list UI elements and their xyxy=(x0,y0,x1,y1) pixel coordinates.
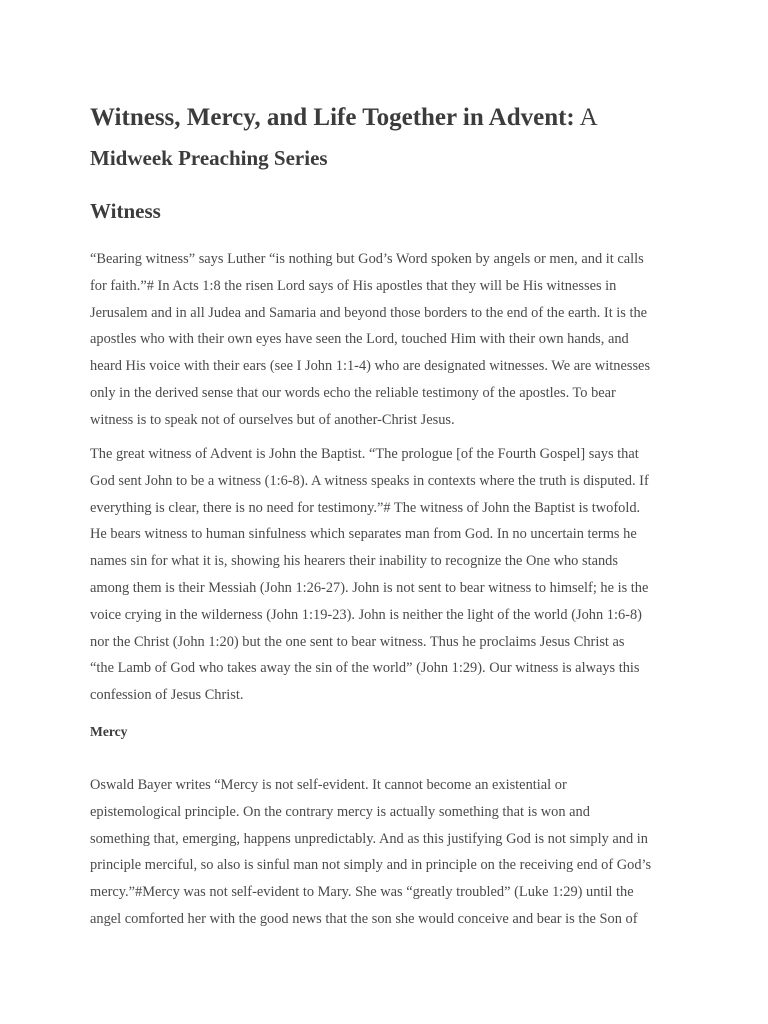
paragraph-line: angel comforted her with the good news that the son she would conceive and bear is the Son of xyxy=(90,910,638,927)
paragraph-line: epistemological principle. On the contrary mercy is actually something that is won and xyxy=(90,803,590,820)
paragraph-line: nor the Christ (John 1:20) but the one sent to bear witness. Thus he proclaims Jesus Christ as xyxy=(90,633,625,650)
paragraph-line: “Bearing witness” says Luther “is nothing but God’s Word spoken by angels or men, and it calls xyxy=(90,251,644,267)
paragraph-line: for faith.”# In Acts 1:8 the risen Lord says of His apostles that they will be His witnesses in xyxy=(90,277,617,294)
document-subtitle: Midweek Preaching Series xyxy=(90,146,328,170)
paragraph-line: Oswald Bayer writes “Mercy is not self-evident. It cannot become an existential or xyxy=(90,777,567,793)
paragraph-line: everything is clear, there is no need for testimony.”# The witness of John the Baptist is twofold. xyxy=(90,499,641,516)
section-heading-witness: Witness xyxy=(90,199,161,223)
paragraph-line: He bears witness to human sinfulness which separates man from God. In no uncertain terms he xyxy=(90,526,637,543)
paragraph-line: apostles who with their own eyes have seen the Lord, touched Him with their own hands, and xyxy=(90,331,629,348)
title-main: Witness, Mercy, and Life Together in Advent: xyxy=(90,104,575,131)
paragraph-line: confession of Jesus Christ. xyxy=(90,687,244,704)
paragraph-line: heard His voice with their ears (see I John 1:1-4) who are designated witnesses. We are witnesses xyxy=(90,358,651,375)
paragraph-line: God sent John to be a witness (1:6-8). A witness speaks in contexts where the truth is disputed. If xyxy=(90,472,649,489)
section-heading-mercy: Mercy xyxy=(90,724,128,739)
paragraph-line: mercy.”#Mercy was not self-evident to Mary. She was “greatly troubled” (Luke 1:29) until the xyxy=(90,884,634,901)
title-tail: A xyxy=(574,104,598,131)
paragraph-line: something that, emerging, happens unpredictably. And as this justifying God is not simply and in xyxy=(90,830,648,847)
paragraph-line: “the Lamb of God who takes away the sin of the world” (John 1:29). Our witness is always this xyxy=(90,660,640,677)
paragraph-witness-1 xyxy=(90,246,676,434)
paragraph-mercy-1 xyxy=(90,772,676,933)
document-title xyxy=(90,102,690,135)
paragraph-line: names sin for what it is, showing his hearers their inability to recognize the One who stands xyxy=(90,553,618,570)
paragraph-line: The great witness of Advent is John the Baptist. “The prologue [of the Fourth Gospel] says that xyxy=(90,446,639,462)
paragraph-witness-2 xyxy=(90,441,676,709)
paragraph-line: only in the derived sense that our words echo the reliable testimony of the apostles. To bear xyxy=(90,384,616,401)
paragraph-line: among them is their Messiah (John 1:26-27). John is not sent to bear witness to himself; he is the xyxy=(90,579,649,596)
paragraph-line: voice crying in the wilderness (John 1:19-23). John is neither the light of the world (John 1:6-8) xyxy=(90,606,642,623)
paragraph-line: Jerusalem and in all Judea and Samaria and beyond those borders to the end of the earth. It is the xyxy=(90,304,648,321)
paragraph-line: principle merciful, so also is sinful man not simply and in principle on the receiving end of God’s xyxy=(90,857,652,874)
paragraph-line: witness is to speak not of ourselves but of another-Christ Jesus. xyxy=(90,411,455,428)
